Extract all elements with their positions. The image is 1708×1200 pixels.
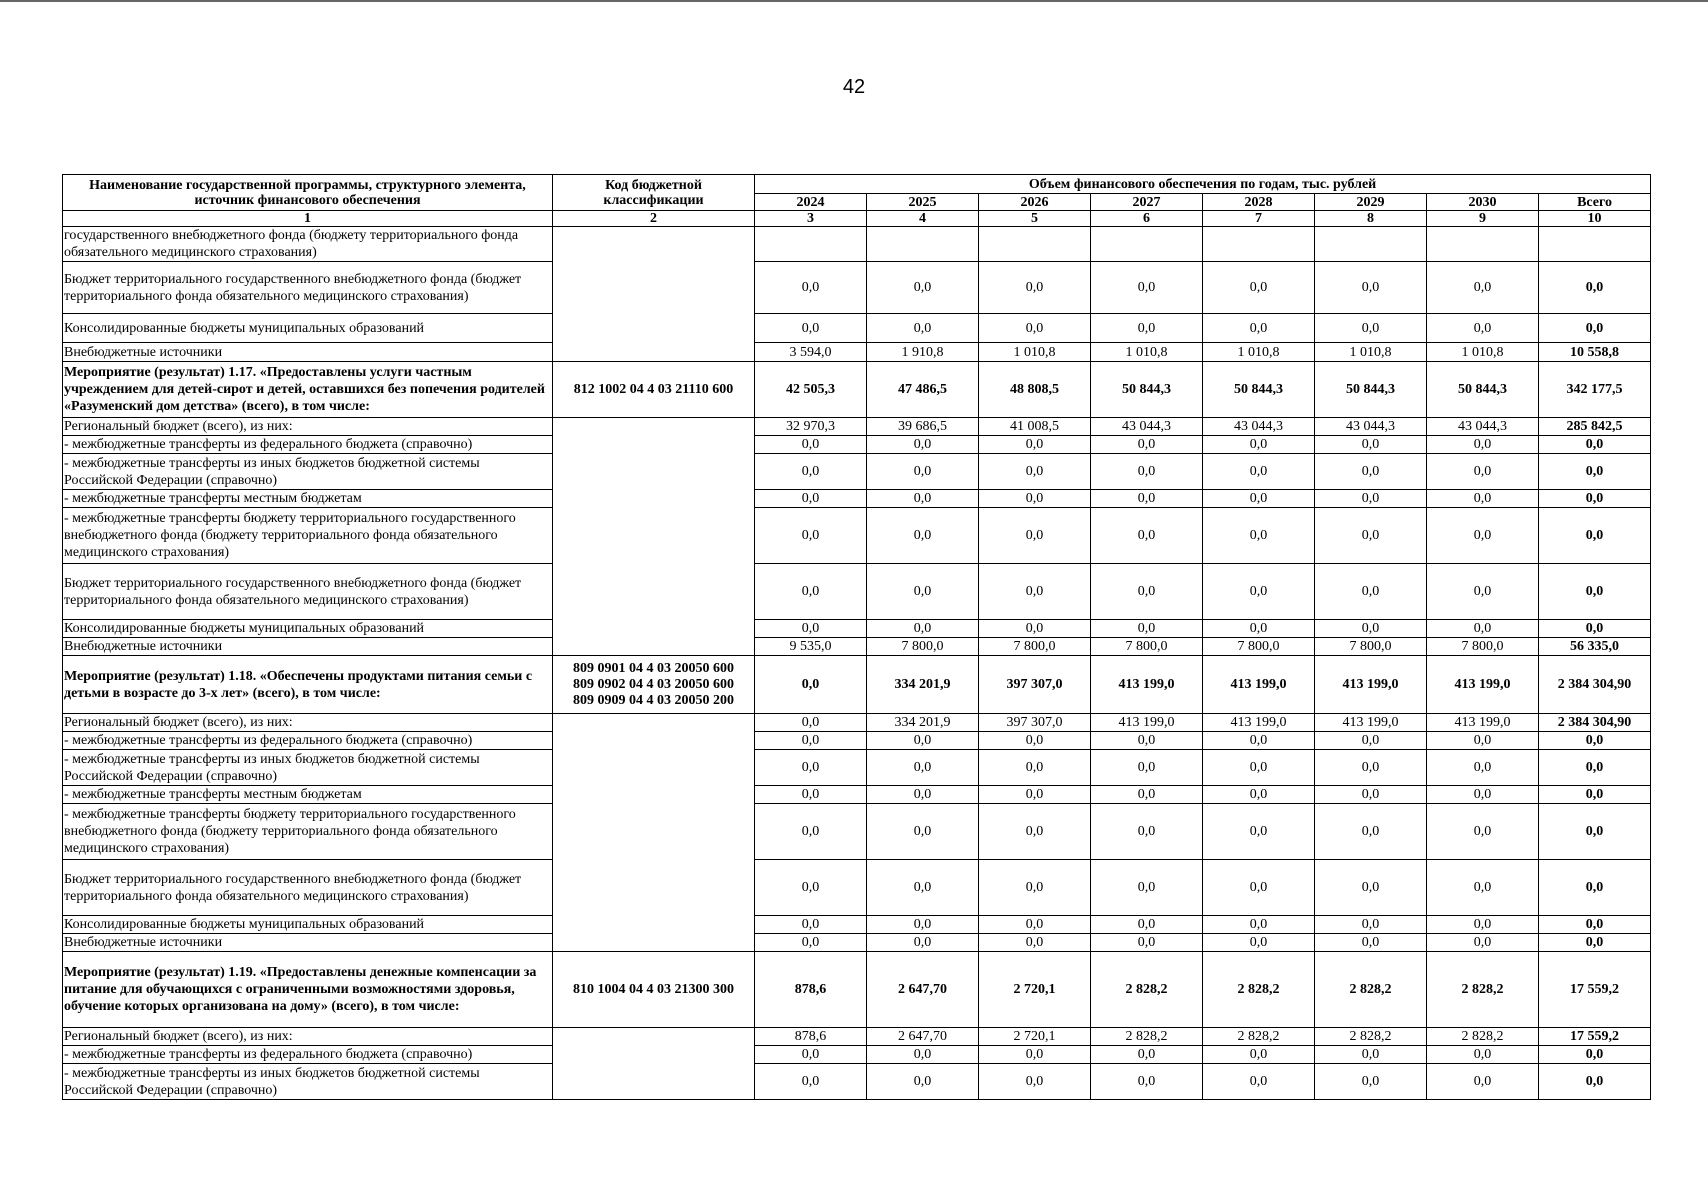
year-value: 0,0 bbox=[1203, 262, 1315, 314]
year-value: 0,0 bbox=[1315, 1046, 1427, 1064]
total-value: 0,0 bbox=[1539, 314, 1651, 343]
year-value: 9 535,0 bbox=[755, 638, 867, 656]
year-value: 0,0 bbox=[1427, 620, 1539, 638]
total-value: 2 384 304,90 bbox=[1539, 656, 1651, 714]
row-name: Региональный бюджет (всего), из них: bbox=[63, 1028, 553, 1046]
year-value: 0,0 bbox=[867, 804, 979, 860]
year-value: 0,0 bbox=[755, 314, 867, 343]
year-value: 0,0 bbox=[1091, 1064, 1203, 1100]
row-name: Консолидированные бюджеты муниципальных образований bbox=[63, 916, 553, 934]
year-value: 0,0 bbox=[1203, 620, 1315, 638]
row-name: Бюджет территориального государственного внебюджетного фонда (бюджет территориального фонда обязательного медицинского страхования) bbox=[63, 860, 553, 916]
table-row bbox=[63, 952, 1651, 1028]
year-value: 0,0 bbox=[1203, 786, 1315, 804]
year-value: 0,0 bbox=[979, 1064, 1091, 1100]
table-row bbox=[63, 786, 1651, 804]
year-value: 43 044,3 bbox=[1427, 418, 1539, 436]
table-row bbox=[63, 804, 1651, 860]
year-value: 2 828,2 bbox=[1427, 952, 1539, 1028]
header-year: 2029 bbox=[1315, 194, 1427, 211]
year-value: 7 800,0 bbox=[1091, 638, 1203, 656]
year-value: 0,0 bbox=[979, 804, 1091, 860]
year-value: 0,0 bbox=[1203, 916, 1315, 934]
table-row bbox=[63, 934, 1651, 952]
year-value: 42 505,3 bbox=[755, 362, 867, 418]
year-value: 7 800,0 bbox=[1315, 638, 1427, 656]
year-value: 50 844,3 bbox=[1091, 362, 1203, 418]
year-value: 0,0 bbox=[1203, 490, 1315, 508]
year-value: 1 010,8 bbox=[1315, 343, 1427, 362]
column-number: 6 bbox=[1091, 211, 1203, 227]
row-name: - межбюджетные трансферты из федерального бюджета (справочно) bbox=[63, 436, 553, 454]
year-value: 0,0 bbox=[755, 732, 867, 750]
row-name: - межбюджетные трансферты бюджету территориального государственного внебюджетного фонда (бюджету территориального фонда обязательного медицинского страхования) bbox=[63, 508, 553, 564]
year-value: 0,0 bbox=[1315, 314, 1427, 343]
total-value: 0,0 bbox=[1539, 934, 1651, 952]
total-value: 0,0 bbox=[1539, 508, 1651, 564]
year-value: 0,0 bbox=[755, 786, 867, 804]
total-value: 0,0 bbox=[1539, 454, 1651, 490]
year-value: 413 199,0 bbox=[1203, 656, 1315, 714]
total-value: 2 384 304,90 bbox=[1539, 714, 1651, 732]
header-year: 2024 bbox=[755, 194, 867, 211]
total-value: 10 558,8 bbox=[1539, 343, 1651, 362]
year-value: 0,0 bbox=[1091, 262, 1203, 314]
year-value: 0,0 bbox=[755, 656, 867, 714]
total-value: 0,0 bbox=[1539, 916, 1651, 934]
year-value: 0,0 bbox=[1203, 1046, 1315, 1064]
row-name: Мероприятие (результат) 1.17. «Предоставлены услуги частным учреждением для детей-сирот и детей, оставшихся без попечения родителей «Разуменский дом детства» (всего), в том числе: bbox=[63, 362, 553, 418]
year-value: 0,0 bbox=[1315, 1064, 1427, 1100]
table-row bbox=[63, 916, 1651, 934]
year-value: 0,0 bbox=[979, 620, 1091, 638]
year-value: 0,0 bbox=[755, 508, 867, 564]
year-value: 0,0 bbox=[867, 262, 979, 314]
year-value bbox=[1091, 227, 1203, 262]
year-value: 878,6 bbox=[755, 952, 867, 1028]
table-row bbox=[63, 314, 1651, 343]
row-name: Бюджет территориального государственного внебюджетного фонда (бюджет территориального фонда обязательного медицинского страхования) bbox=[63, 564, 553, 620]
year-value: 0,0 bbox=[755, 1046, 867, 1064]
year-value: 0,0 bbox=[1427, 436, 1539, 454]
total-value: 0,0 bbox=[1539, 490, 1651, 508]
year-value: 0,0 bbox=[867, 786, 979, 804]
year-value: 0,0 bbox=[1427, 508, 1539, 564]
year-value: 2 647,70 bbox=[867, 1028, 979, 1046]
year-value: 0,0 bbox=[1427, 860, 1539, 916]
table-row bbox=[63, 418, 1651, 436]
year-value: 0,0 bbox=[1203, 1064, 1315, 1100]
row-name: Консолидированные бюджеты муниципальных образований bbox=[63, 620, 553, 638]
year-value: 1 010,8 bbox=[979, 343, 1091, 362]
year-value: 0,0 bbox=[979, 786, 1091, 804]
row-name: Консолидированные бюджеты муниципальных образований bbox=[63, 314, 553, 343]
column-number: 9 bbox=[1427, 211, 1539, 227]
year-value: 0,0 bbox=[979, 916, 1091, 934]
year-value: 0,0 bbox=[1427, 732, 1539, 750]
budget-code-line: 809 0909 04 4 03 20050 200 bbox=[573, 692, 734, 708]
year-value: 0,0 bbox=[1203, 314, 1315, 343]
header-volume: Объем финансового обеспечения по годам, тыс. рублей bbox=[755, 175, 1651, 194]
budget-code: 812 1002 04 4 03 21110 600 bbox=[553, 362, 755, 418]
header-total: Всего bbox=[1539, 194, 1651, 211]
year-value: 0,0 bbox=[1427, 314, 1539, 343]
year-value: 0,0 bbox=[1203, 436, 1315, 454]
row-name: Внебюджетные источники bbox=[63, 343, 553, 362]
year-value bbox=[867, 227, 979, 262]
year-value: 0,0 bbox=[1091, 916, 1203, 934]
year-value: 0,0 bbox=[1203, 804, 1315, 860]
year-value: 0,0 bbox=[1427, 804, 1539, 860]
total-value: 0,0 bbox=[1539, 436, 1651, 454]
year-value: 0,0 bbox=[979, 262, 1091, 314]
year-value: 0,0 bbox=[1091, 508, 1203, 564]
year-value: 0,0 bbox=[867, 620, 979, 638]
year-value: 50 844,3 bbox=[1315, 362, 1427, 418]
year-value: 413 199,0 bbox=[1315, 714, 1427, 732]
table-row bbox=[63, 732, 1651, 750]
table-row bbox=[63, 1046, 1651, 1064]
year-value: 2 720,1 bbox=[979, 952, 1091, 1028]
year-value: 2 828,2 bbox=[1315, 1028, 1427, 1046]
header-year: 2030 bbox=[1427, 194, 1539, 211]
column-number: 1 bbox=[63, 211, 553, 227]
total-value: 0,0 bbox=[1539, 262, 1651, 314]
year-value: 0,0 bbox=[1091, 454, 1203, 490]
year-value bbox=[1315, 227, 1427, 262]
column-number: 5 bbox=[979, 211, 1091, 227]
financing-table bbox=[62, 174, 1651, 1100]
header-year: 2025 bbox=[867, 194, 979, 211]
year-value: 0,0 bbox=[1315, 564, 1427, 620]
year-value: 0,0 bbox=[1091, 564, 1203, 620]
year-value: 0,0 bbox=[1315, 490, 1427, 508]
table-row bbox=[63, 362, 1651, 418]
year-value: 0,0 bbox=[1427, 490, 1539, 508]
column-number: 2 bbox=[553, 211, 755, 227]
year-value: 0,0 bbox=[1427, 1046, 1539, 1064]
year-value: 0,0 bbox=[1091, 490, 1203, 508]
year-value: 0,0 bbox=[755, 490, 867, 508]
year-value: 0,0 bbox=[1203, 934, 1315, 952]
table-row bbox=[63, 860, 1651, 916]
page-number: 42 bbox=[842, 76, 866, 98]
year-value: 0,0 bbox=[755, 750, 867, 786]
year-value bbox=[755, 227, 867, 262]
table-row bbox=[63, 227, 1651, 262]
year-value: 0,0 bbox=[755, 916, 867, 934]
year-value: 0,0 bbox=[979, 860, 1091, 916]
year-value: 0,0 bbox=[755, 262, 867, 314]
year-value: 0,0 bbox=[1091, 436, 1203, 454]
table-row bbox=[63, 620, 1651, 638]
year-value: 2 828,2 bbox=[1203, 1028, 1315, 1046]
budget-code bbox=[553, 1028, 755, 1100]
year-value: 413 199,0 bbox=[1427, 656, 1539, 714]
year-value: 0,0 bbox=[1091, 860, 1203, 916]
year-value: 7 800,0 bbox=[1427, 638, 1539, 656]
year-value: 0,0 bbox=[979, 314, 1091, 343]
table-row bbox=[63, 1064, 1651, 1100]
year-value: 0,0 bbox=[1315, 750, 1427, 786]
table-header bbox=[63, 175, 1651, 227]
year-value: 0,0 bbox=[1315, 934, 1427, 952]
header-year: 2026 bbox=[979, 194, 1091, 211]
total-value: 17 559,2 bbox=[1539, 952, 1651, 1028]
budget-code bbox=[553, 227, 755, 362]
total-value: 285 842,5 bbox=[1539, 418, 1651, 436]
year-value: 50 844,3 bbox=[1203, 362, 1315, 418]
year-value: 0,0 bbox=[1091, 934, 1203, 952]
year-value: 0,0 bbox=[1203, 750, 1315, 786]
table-row bbox=[63, 750, 1651, 786]
year-value: 0,0 bbox=[1315, 620, 1427, 638]
year-value: 3 594,0 bbox=[755, 343, 867, 362]
total-value: 0,0 bbox=[1539, 804, 1651, 860]
year-value: 0,0 bbox=[755, 436, 867, 454]
year-value: 32 970,3 bbox=[755, 418, 867, 436]
year-value: 50 844,3 bbox=[1427, 362, 1539, 418]
year-value: 1 010,8 bbox=[1427, 343, 1539, 362]
year-value: 0,0 bbox=[867, 1064, 979, 1100]
column-number: 4 bbox=[867, 211, 979, 227]
year-value: 0,0 bbox=[755, 860, 867, 916]
year-value: 0,0 bbox=[1091, 750, 1203, 786]
year-value: 413 199,0 bbox=[1091, 714, 1203, 732]
year-value: 0,0 bbox=[1203, 508, 1315, 564]
column-number: 7 bbox=[1203, 211, 1315, 227]
budget-code bbox=[553, 714, 755, 952]
year-value: 413 199,0 bbox=[1427, 714, 1539, 732]
total-value: 0,0 bbox=[1539, 732, 1651, 750]
year-value: 334 201,9 bbox=[867, 656, 979, 714]
year-value: 43 044,3 bbox=[1091, 418, 1203, 436]
year-value: 2 720,1 bbox=[979, 1028, 1091, 1046]
year-value: 0,0 bbox=[867, 916, 979, 934]
year-value: 0,0 bbox=[1203, 564, 1315, 620]
total-value: 56 335,0 bbox=[1539, 638, 1651, 656]
year-value: 0,0 bbox=[1427, 1064, 1539, 1100]
total-value: 0,0 bbox=[1539, 564, 1651, 620]
year-value: 413 199,0 bbox=[1091, 656, 1203, 714]
table-row bbox=[63, 638, 1651, 656]
year-value: 1 010,8 bbox=[1203, 343, 1315, 362]
budget-code: 810 1004 04 4 03 21300 300 bbox=[553, 952, 755, 1028]
year-value: 0,0 bbox=[867, 564, 979, 620]
year-value: 0,0 bbox=[867, 508, 979, 564]
total-value: 0,0 bbox=[1539, 750, 1651, 786]
year-value: 413 199,0 bbox=[1315, 656, 1427, 714]
table-row bbox=[63, 508, 1651, 564]
year-value: 0,0 bbox=[1427, 934, 1539, 952]
year-value: 0,0 bbox=[867, 490, 979, 508]
year-value: 0,0 bbox=[755, 564, 867, 620]
header-year: 2028 bbox=[1203, 194, 1315, 211]
table-row bbox=[63, 490, 1651, 508]
year-value: 0,0 bbox=[867, 732, 979, 750]
year-value: 413 199,0 bbox=[1203, 714, 1315, 732]
header-year: 2027 bbox=[1091, 194, 1203, 211]
total-value: 0,0 bbox=[1539, 620, 1651, 638]
year-value: 0,0 bbox=[1091, 1046, 1203, 1064]
total-value: 17 559,2 bbox=[1539, 1028, 1651, 1046]
year-value: 2 828,2 bbox=[1091, 952, 1203, 1028]
table-row bbox=[63, 564, 1651, 620]
year-value: 0,0 bbox=[1091, 786, 1203, 804]
year-value: 0,0 bbox=[979, 490, 1091, 508]
year-value bbox=[1203, 227, 1315, 262]
year-value: 7 800,0 bbox=[1203, 638, 1315, 656]
table-row bbox=[63, 1028, 1651, 1046]
year-value: 0,0 bbox=[1203, 860, 1315, 916]
row-name: - межбюджетные трансферты из федерального бюджета (справочно) bbox=[63, 1046, 553, 1064]
row-name: - межбюджетные трансферты из иных бюджетов бюджетной системы Российской Федерации (справочно) bbox=[63, 750, 553, 786]
year-value: 0,0 bbox=[1427, 454, 1539, 490]
year-value: 2 828,2 bbox=[1203, 952, 1315, 1028]
row-name: Бюджет территориального государственного внебюджетного фонда (бюджет территориального фонда обязательного медицинского страхования) bbox=[63, 262, 553, 314]
year-value: 0,0 bbox=[1427, 750, 1539, 786]
year-value: 0,0 bbox=[1315, 454, 1427, 490]
year-value: 0,0 bbox=[755, 1064, 867, 1100]
year-value: 0,0 bbox=[979, 436, 1091, 454]
year-value: 0,0 bbox=[979, 732, 1091, 750]
total-value: 0,0 bbox=[1539, 1046, 1651, 1064]
row-name: - межбюджетные трансферты бюджету территориального государственного внебюджетного фонда (бюджету территориального фонда обязательного медицинского страхования) bbox=[63, 804, 553, 860]
year-value: 41 008,5 bbox=[979, 418, 1091, 436]
year-value: 0,0 bbox=[867, 860, 979, 916]
row-name: - межбюджетные трансферты из федерального бюджета (справочно) bbox=[63, 732, 553, 750]
year-value: 0,0 bbox=[1203, 732, 1315, 750]
total-value: 0,0 bbox=[1539, 860, 1651, 916]
year-value: 7 800,0 bbox=[867, 638, 979, 656]
column-number: 10 bbox=[1539, 211, 1651, 227]
year-value: 0,0 bbox=[1315, 732, 1427, 750]
year-value: 0,0 bbox=[1427, 786, 1539, 804]
row-name: - межбюджетные трансферты местным бюджетам bbox=[63, 490, 553, 508]
year-value: 0,0 bbox=[1315, 916, 1427, 934]
row-name: - межбюджетные трансферты из иных бюджетов бюджетной системы Российской Федерации (справочно) bbox=[63, 454, 553, 490]
year-value: 0,0 bbox=[867, 314, 979, 343]
header-numbering bbox=[63, 211, 1651, 227]
year-value: 0,0 bbox=[755, 454, 867, 490]
year-value: 0,0 bbox=[755, 714, 867, 732]
year-value: 0,0 bbox=[867, 436, 979, 454]
year-value: 0,0 bbox=[1315, 804, 1427, 860]
year-value: 0,0 bbox=[1203, 454, 1315, 490]
year-value: 0,0 bbox=[1091, 732, 1203, 750]
year-value: 48 808,5 bbox=[979, 362, 1091, 418]
year-value: 2 647,70 bbox=[867, 952, 979, 1028]
year-value: 0,0 bbox=[1427, 564, 1539, 620]
column-number: 3 bbox=[755, 211, 867, 227]
year-value: 1 010,8 bbox=[1091, 343, 1203, 362]
year-value: 0,0 bbox=[867, 454, 979, 490]
year-value: 0,0 bbox=[1315, 860, 1427, 916]
year-value: 0,0 bbox=[979, 508, 1091, 564]
row-name: Региональный бюджет (всего), из них: bbox=[63, 714, 553, 732]
table-row bbox=[63, 262, 1651, 314]
budget-code bbox=[553, 656, 755, 714]
year-value: 397 307,0 bbox=[979, 656, 1091, 714]
table-row bbox=[63, 454, 1651, 490]
year-value: 0,0 bbox=[867, 934, 979, 952]
year-value: 397 307,0 bbox=[979, 714, 1091, 732]
budget-code-line: 809 0902 04 4 03 20050 600 bbox=[573, 676, 734, 692]
year-value: 0,0 bbox=[755, 804, 867, 860]
year-value: 0,0 bbox=[979, 564, 1091, 620]
budget-code bbox=[553, 418, 755, 656]
table-row bbox=[63, 343, 1651, 362]
year-value: 0,0 bbox=[755, 620, 867, 638]
year-value: 0,0 bbox=[1315, 508, 1427, 564]
total-value bbox=[1539, 227, 1651, 262]
year-value: 0,0 bbox=[1427, 262, 1539, 314]
header-name: Наименование государственной программы, структурного элемента, источник финансового обеспечения bbox=[63, 175, 553, 211]
year-value: 0,0 bbox=[867, 750, 979, 786]
year-value: 0,0 bbox=[755, 934, 867, 952]
year-value: 0,0 bbox=[979, 454, 1091, 490]
total-value: 0,0 bbox=[1539, 1064, 1651, 1100]
year-value bbox=[1427, 227, 1539, 262]
table-row bbox=[63, 656, 1651, 714]
year-value: 2 828,2 bbox=[1315, 952, 1427, 1028]
table-body bbox=[63, 227, 1651, 1100]
year-value: 0,0 bbox=[979, 934, 1091, 952]
table-row bbox=[63, 436, 1651, 454]
column-number: 8 bbox=[1315, 211, 1427, 227]
year-value: 0,0 bbox=[1427, 916, 1539, 934]
year-value bbox=[979, 227, 1091, 262]
year-value: 7 800,0 bbox=[979, 638, 1091, 656]
year-value: 0,0 bbox=[1315, 436, 1427, 454]
year-value: 0,0 bbox=[1091, 620, 1203, 638]
year-value: 2 828,2 bbox=[1091, 1028, 1203, 1046]
year-value: 0,0 bbox=[1091, 314, 1203, 343]
year-value: 1 910,8 bbox=[867, 343, 979, 362]
year-value: 0,0 bbox=[979, 1046, 1091, 1064]
total-value: 0,0 bbox=[1539, 786, 1651, 804]
row-name: - межбюджетные трансферты местным бюджетам bbox=[63, 786, 553, 804]
row-name: Мероприятие (результат) 1.18. «Обеспечены продуктами питания семьи с детьми в возрасте до 3-х лет» (всего), в том числе: bbox=[63, 656, 553, 714]
budget-code-line: 809 0901 04 4 03 20050 600 bbox=[573, 660, 734, 676]
year-value: 0,0 bbox=[867, 1046, 979, 1064]
row-name: Региональный бюджет (всего), из них: bbox=[63, 418, 553, 436]
row-name: - межбюджетные трансферты из иных бюджетов бюджетной системы Российской Федерации (справочно) bbox=[63, 1064, 553, 1100]
year-value: 43 044,3 bbox=[1315, 418, 1427, 436]
year-value: 334 201,9 bbox=[867, 714, 979, 732]
year-value: 878,6 bbox=[755, 1028, 867, 1046]
year-value: 0,0 bbox=[1091, 804, 1203, 860]
year-value: 2 828,2 bbox=[1427, 1028, 1539, 1046]
header-code: Код бюджетной классификации bbox=[553, 175, 755, 211]
year-value: 43 044,3 bbox=[1203, 418, 1315, 436]
year-value: 0,0 bbox=[1315, 262, 1427, 314]
year-value: 0,0 bbox=[1315, 786, 1427, 804]
total-value: 342 177,5 bbox=[1539, 362, 1651, 418]
row-name: Мероприятие (результат) 1.19. «Предоставлены денежные компенсации за питание для обучающихся с ограниченными возможностями здоровья, обучение которых организована на дому» (всего), в том числе: bbox=[63, 952, 553, 1028]
table-row bbox=[63, 714, 1651, 732]
year-value: 0,0 bbox=[979, 750, 1091, 786]
year-value: 47 486,5 bbox=[867, 362, 979, 418]
year-value: 39 686,5 bbox=[867, 418, 979, 436]
row-name: Внебюджетные источники bbox=[63, 934, 553, 952]
top-border-line bbox=[0, 0, 1708, 2]
row-name: Внебюджетные источники bbox=[63, 638, 553, 656]
row-name: государственного внебюджетного фонда (бюджету территориального фонда обязательного медицинского страхования) bbox=[63, 227, 553, 262]
